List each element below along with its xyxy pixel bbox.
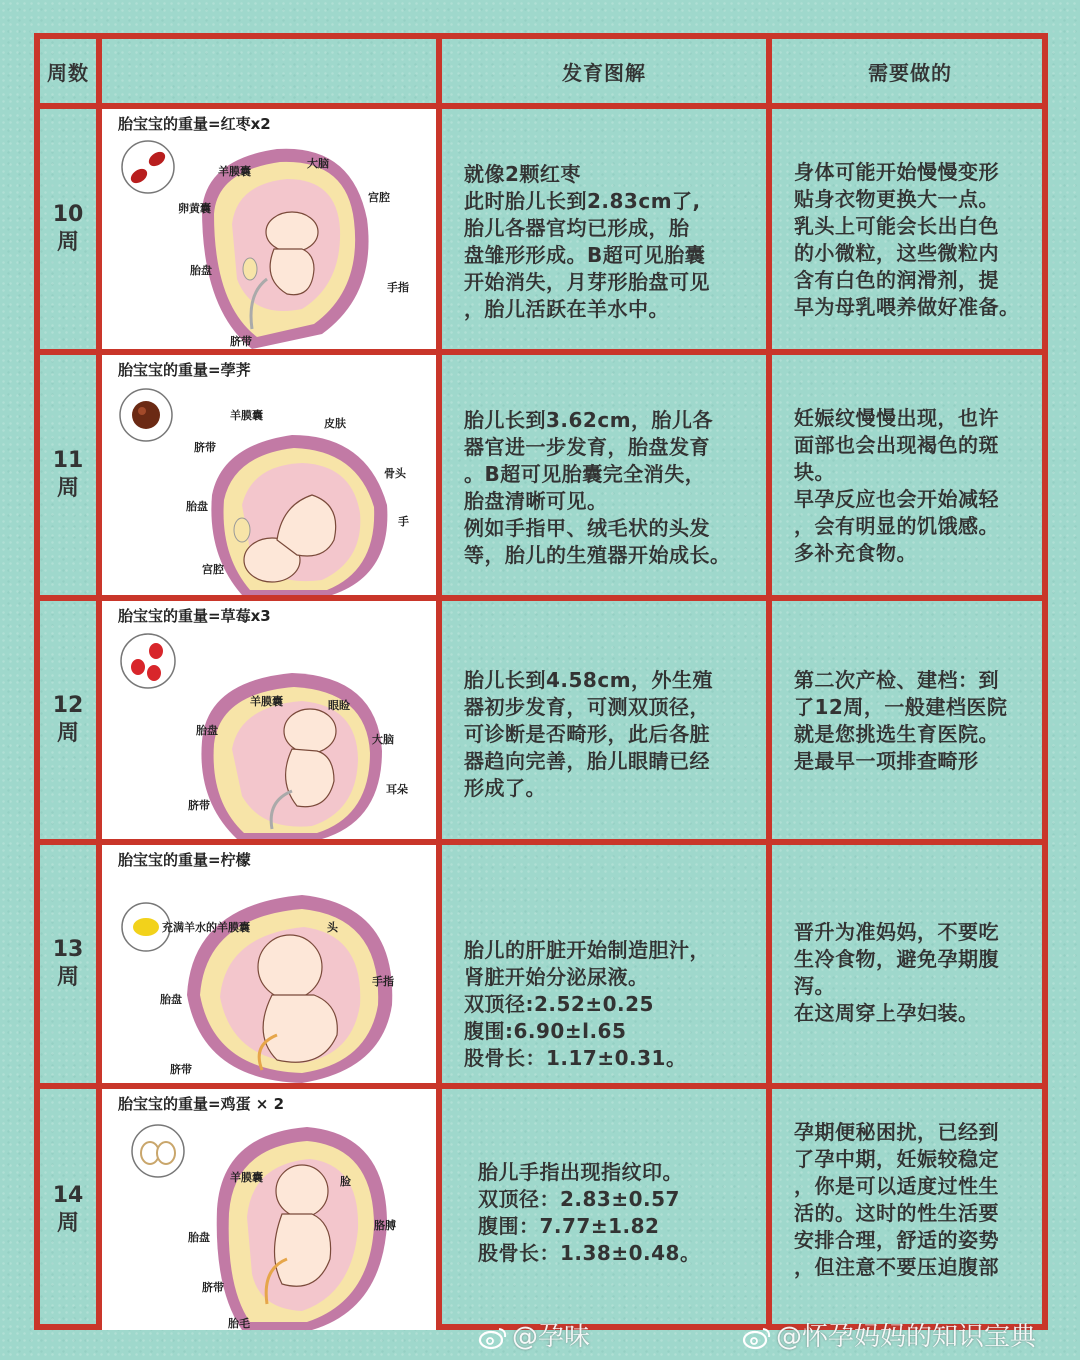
fetus-illustration bbox=[102, 845, 436, 1083]
annotation-label: 大脑 bbox=[372, 733, 394, 746]
annotation-label: 脐带 bbox=[188, 799, 210, 812]
illustration-week-10 bbox=[102, 109, 436, 349]
annotation-label: 胎盘 bbox=[190, 264, 212, 277]
development-text: 胎儿的肝脏开始制造胆汁， 肾脏开始分泌尿液。 双顶径:2.52±0.25 腹围:6.90±l.65 股骨长：1.17±0.31。 bbox=[464, 938, 710, 1070]
annotation-label: 胎盘 bbox=[196, 724, 218, 737]
week-unit: 周 bbox=[56, 1210, 79, 1236]
watermark-text: @怀孕妈妈的知识宝典 bbox=[776, 1322, 1037, 1352]
illustration-week-12 bbox=[102, 601, 436, 839]
watermark bbox=[742, 1316, 1036, 1353]
week-cell bbox=[40, 1089, 96, 1330]
fetus-illustration bbox=[102, 109, 436, 349]
todo-text: 妊娠纹慢慢出现，也许 面部也会出现褐色的斑 块。 早孕反应也会开始减轻 ，会有明显的饥饿感。 多补充食物。 bbox=[794, 406, 999, 565]
header-todo: 需要做的 bbox=[868, 60, 952, 85]
illustration-week-14 bbox=[102, 1089, 436, 1330]
annotation-label: 胎毛 bbox=[228, 1317, 250, 1330]
weight-label: 胎宝宝的重量=荸荠 bbox=[118, 361, 251, 379]
weight-label: 胎宝宝的重量=鸡蛋 × 2 bbox=[118, 1095, 285, 1113]
annotation-label: 手 bbox=[398, 515, 409, 528]
week-unit: 周 bbox=[56, 230, 79, 255]
week-number: 14 bbox=[52, 1182, 84, 1208]
water-chestnut-icon bbox=[120, 389, 172, 441]
header-week: 周数 bbox=[47, 60, 89, 85]
fetus-illustration bbox=[102, 1089, 436, 1330]
weight-label: 胎宝宝的重量=草莓x3 bbox=[118, 607, 271, 625]
annotation-label: 胎盘 bbox=[160, 993, 182, 1006]
week-unit: 周 bbox=[56, 721, 79, 746]
week-cell bbox=[40, 355, 96, 595]
header-blank bbox=[102, 39, 436, 103]
todo-text: 第二次产检、建档：到 了12周，一般建档医院 就是您挑选生育医院。 是最早一项排查畸形 bbox=[794, 668, 1008, 773]
weight-label: 胎宝宝的重量=红枣x2 bbox=[118, 115, 271, 133]
annotation-label: 羊膜囊 bbox=[250, 695, 283, 708]
red-date-icon bbox=[122, 141, 174, 193]
weibo-icon bbox=[742, 1326, 772, 1350]
development-text: 胎儿长到3.62cm，胎儿各 器官进一步发育，胎盘发育 。B超可见胎囊完全消失， 胎盘清晰可见。 例如手指甲、绒毛状的头发 等，胎儿的生殖器开始成长。 bbox=[464, 408, 731, 567]
development-text: 就像2颗红枣 此时胎儿长到2.83cm了, 胎儿各器官均已形成，胎 盘雏形形成。B超可见胎囊 开始消失，月芽形胎盘可见 ，胎儿活跃在羊水中。 bbox=[464, 162, 710, 321]
todo-text: 晋升为准妈妈，不要吃 生冷食物，避免孕期腹 泻。 在这周穿上孕妇装。 bbox=[794, 920, 999, 1025]
weibo-icon bbox=[478, 1326, 508, 1350]
annotation-label: 羊膜囊 bbox=[230, 409, 263, 422]
annotation-label: 脐带 bbox=[230, 335, 252, 348]
annotation-label: 耳朵 bbox=[386, 783, 408, 796]
annotation-label: 手指 bbox=[372, 975, 394, 988]
week-number: 12 bbox=[52, 693, 84, 718]
watermark bbox=[478, 1316, 590, 1353]
illustration-week-11 bbox=[102, 355, 436, 595]
fetus-illustration bbox=[102, 601, 436, 839]
annotation-label: 羊膜囊 bbox=[218, 165, 251, 178]
annotation-label: 脸 bbox=[340, 1175, 351, 1188]
annotation-label: 骨头 bbox=[384, 467, 406, 480]
week-unit: 周 bbox=[56, 965, 79, 990]
annotation-label: 充满羊水的羊膜囊 bbox=[162, 921, 250, 934]
annotation-label: 胎盘 bbox=[186, 500, 208, 513]
annotation-label: 宫腔 bbox=[202, 563, 224, 576]
annotation-label: 羊膜囊 bbox=[230, 1171, 263, 1184]
watermark-text: @孕味 bbox=[512, 1322, 591, 1352]
annotation-label: 卵黄囊 bbox=[178, 202, 211, 215]
strawberry-icon bbox=[121, 634, 175, 688]
grid-line bbox=[436, 39, 442, 1324]
fetus-illustration bbox=[102, 355, 436, 595]
annotation-label: 皮肤 bbox=[324, 417, 346, 430]
week-cell bbox=[40, 601, 96, 839]
annotation-label: 脐带 bbox=[170, 1063, 192, 1076]
week-number: 10 bbox=[52, 202, 84, 227]
annotation-label: 脐带 bbox=[194, 441, 216, 454]
illustration-week-13 bbox=[102, 845, 436, 1083]
annotation-label: 胳膊 bbox=[374, 1219, 396, 1232]
annotation-label: 头 bbox=[327, 921, 338, 934]
development-text: 胎儿长到4.58cm，外生殖 器初步发育，可测双顶径， 可诊断是否畸形，此后各脏 器趋向完善，胎儿眼睛已经 形成了。 bbox=[464, 668, 714, 800]
week-number: 11 bbox=[52, 448, 84, 473]
week-cell bbox=[40, 845, 96, 1083]
week-unit: 周 bbox=[56, 476, 79, 501]
grid-line bbox=[766, 39, 772, 1324]
todo-text: 身体可能开始慢慢变形 贴身衣物更换大一点。 乳头上可能会长出白色 的小微粒，这些微粒内 含有白色的润滑剂，提 早为母乳喂养做好准备。 bbox=[794, 160, 1020, 319]
annotation-label: 脐带 bbox=[202, 1281, 224, 1294]
annotation-label: 宫腔 bbox=[368, 191, 390, 204]
week-number: 13 bbox=[52, 937, 84, 962]
annotation-label: 眼睑 bbox=[328, 699, 350, 712]
annotation-label: 大脑 bbox=[307, 157, 329, 170]
header-development: 发育图解 bbox=[562, 60, 646, 85]
annotation-label: 胎盘 bbox=[188, 1231, 210, 1244]
weight-label: 胎宝宝的重量=柠檬 bbox=[118, 851, 251, 869]
week-cell bbox=[40, 109, 96, 349]
development-text: 胎儿手指出现指纹印。 双顶径：2.83±0.57 腹围：7.77±1.82 股骨长：1.38±0.48。 bbox=[478, 1160, 701, 1265]
annotation-label: 手指 bbox=[387, 281, 409, 294]
todo-text: 孕期便秘困扰，已经到 了孕中期，妊娠较稳定 ，你是可以适度过性生 活的。这时的性生活要 安排合理，舒适的姿势 ，但注意不要压迫腹部 bbox=[794, 1120, 999, 1279]
egg-icon bbox=[132, 1125, 184, 1177]
pregnancy-week-table bbox=[34, 33, 1048, 1330]
